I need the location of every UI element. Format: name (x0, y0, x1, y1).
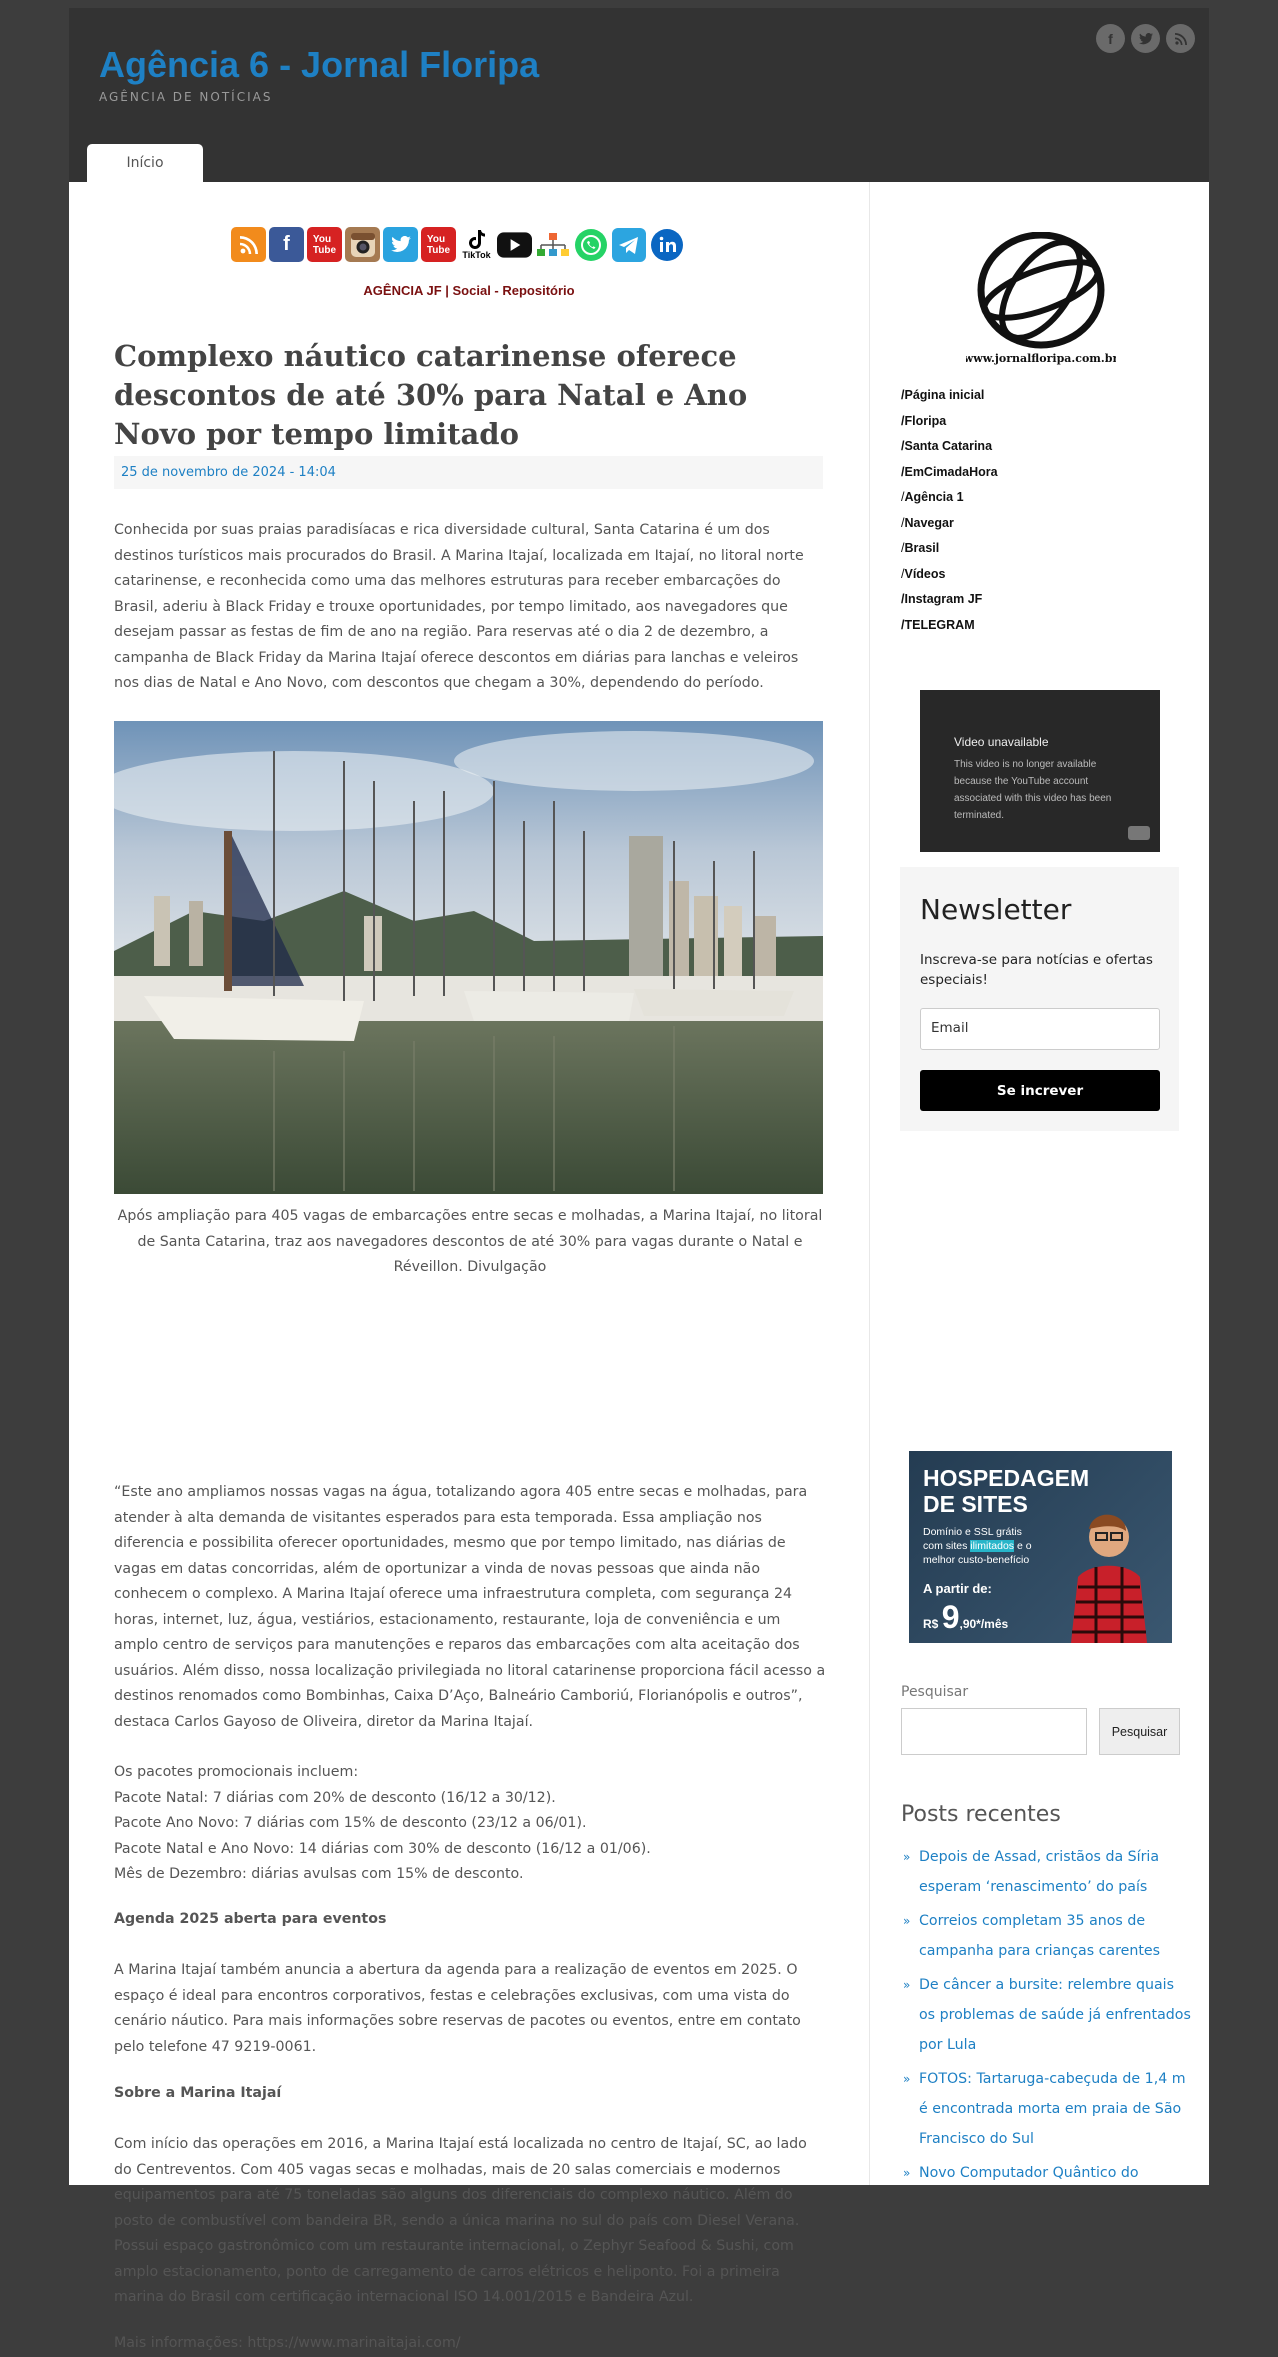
newsletter-widget (900, 867, 1179, 1131)
youtube-icon[interactable]: You Tube (421, 227, 456, 262)
social-share-bar (231, 227, 684, 262)
more-info[interactable]: Mais informações: https://www.marinaitajai.com/ (114, 2335, 461, 2351)
packages-intro: Os pacotes promocionais incluem: (114, 1764, 359, 1780)
article-date[interactable]: 25 de novembro de 2024 - 14:04 (121, 465, 336, 480)
sidebar-link[interactable]: /Floripa (901, 413, 947, 428)
video-unavailable-message: This video is no longer available because the YouTube account associated with this video has been terminated. (954, 759, 1112, 821)
article-quote: “Este ano ampliamos nossas vagas na água, totalizando agora 405 entre secas e molhadas, para atender à alta demanda de visitantes esperados para esta temporada. Essa ampliação nos diferencia e possibilita oferecer oportunidades, mesmo que por tempo limitado, nas diárias de vagas em datas concorridas, além de oportunizar a vinda de novas pessoas que ainda não conhecem o complexo. A Marina Itajaí oferece uma infraestrutura completa, com segurança 24 horas, internet, luz, água, vestiários, estacionamento, restaurante, loja de conveniência e um amplo centro de serviços para manutenções e reparos das embarcações com alta aceitação dos usuários. Além disso, nossa localização privilegiada no litoral catarinense proporciona fácil acesso a destinos renomados como Bombinhas, Caixa D’Aço, Balneário Camboriú, Florianópolis e outros”, destaca Carlos Gayoso de Oliveira, diretor da Marina Itajaí. (114, 1484, 826, 1730)
sidebar (869, 182, 1209, 2185)
svg-text:www.jornalfloripa.com.br: www.jornalfloripa.com.br (966, 352, 1116, 365)
agenda-text: A Marina Itajaí também anuncia a abertura da agenda para a realização de eventos em 2025. O espaço é ideal para encontros corporativos, festas e celebrações exclusivas, com uma vista do cenário náutico. Para mais informações sobre reservas de pacotes ou eventos, entre em contato pelo telefone 47 9219-0061. (114, 1962, 801, 2055)
agencia-jf-link[interactable]: AGÊNCIA JF | Social - Repositório (363, 283, 575, 298)
article-title: Complexo náutico catarinense oferece descontos de até 30% para Natal e Ano Novo por tempo limitado (114, 339, 748, 451)
twitter-icon[interactable] (1131, 24, 1160, 53)
site-title[interactable]: Agência 6 - Jornal Floripa (99, 44, 540, 85)
package-item: Pacote Ano Novo: 7 diárias com 15% de desconto (23/12 a 06/01). (114, 1815, 587, 1831)
header-social-links (1096, 24, 1195, 53)
whatsapp-icon[interactable] (573, 227, 608, 262)
site-tagline: AGÊNCIA DE NOTÍCIAS (99, 90, 273, 104)
recent-post-link[interactable]: » FOTOS: Tartaruga-cabeçuda de 1,4 m é encontrada morta em praia de São Francisco do Sul (901, 2064, 1191, 2154)
main-content (69, 182, 869, 2351)
hosting-ad-banner[interactable] (909, 1451, 1172, 1643)
sidebar-link[interactable]: /Vídeos (901, 566, 946, 581)
search-button[interactable]: Pesquisar (1099, 1708, 1180, 1755)
sidebar-link[interactable]: /Instagram JF (901, 592, 983, 606)
page-wrapper (69, 8, 1209, 2351)
youtube-icon[interactable]: You Tube (307, 227, 342, 262)
tiktok-icon[interactable] (459, 227, 494, 262)
package-item: Pacote Natal e Ano Novo: 14 diárias com 30% de desconto (16/12 a 01/06). (114, 1840, 651, 1857)
article-intro: Conhecida por suas praias paradisíacas e rica diversidade cultural, Santa Catarina é um dos destinos turísticos mais procurados do Brasil. A Marina Itajaí, localizada em Itajaí, no litoral norte catarinense, e reconhecida como uma das melhores estruturas para receber embarcações do Brasil, aderiu à Black Friday e trouxe oportunidades, por tempo limitado, aos navegadores que desejam passar as festas de fim de ano na região. Para reservas até o dia 2 de dezembro, a campanha de Black Friday da Marina Itajaí oferece descontos em diárias para lanchas e veleiros nos dias de Natal e Ano Novo, com descontos que chegam a 30%, dependendo do período. (114, 522, 804, 691)
sidebar-link[interactable]: /EmCimadaHora (901, 464, 998, 479)
package-item: Mês de Dezembro: diárias avulsas com 15% de desconto. (114, 1866, 524, 1882)
article-meta (114, 456, 823, 489)
recent-post-link[interactable]: » De câncer a bursite: relembre quais os problemas de saúde já enfrentados por Lula (901, 1970, 1191, 2060)
newsletter-subscribe-button[interactable]: Se increver (920, 1070, 1160, 1111)
photo-caption: Após ampliação para 405 vagas de embarcações entre secas e molhadas, a Marina Itajaí, no litoral de Santa Catarina, traz aos navegadores descontos de até 30% para vagas durante o Natal e Réveillon. Divulgação (117, 1208, 823, 1275)
recent-posts-title: Posts recentes (901, 1802, 1061, 1827)
ad-person-image (1066, 1507, 1152, 1643)
about-text: Com início das operações em 2016, a Marina Itajaí está localizada no centro de Itajaí, SC, ao lado do Centreventos. Com 405 vagas secas e molhadas, mais de 20 salas comerciais e modernos equipamentos para até 75 toneladas são alguns dos diferenciais do complexo náutico. Além do posto de combustível com bandeira BR, sendo a única marina no sul do país com Diesel Verana. Possui espaço gastronômico com um restaurante internacional, o Zephyr Seafood & Sushi, com amplo estacionamento, ponto de carregamento de carros elétricos e heliponto. Foi a primeira marina do Brasil com certificação internacional ISO 14.001/2015 e Bandeira Azul. (114, 2136, 807, 2305)
sidebar-link[interactable]: /Navegar (901, 515, 954, 530)
play-icon[interactable] (497, 227, 532, 262)
embedded-video[interactable] (920, 690, 1160, 852)
recent-post-link[interactable]: » Correios completam 35 anos de campanha para crianças carentes (901, 1906, 1191, 1966)
facebook-icon[interactable]: f (269, 227, 304, 262)
linkedin-icon[interactable] (649, 227, 684, 262)
sidebar-link[interactable]: /Brasil (901, 541, 940, 555)
sidebar-link[interactable]: /Agência 1 (901, 490, 964, 504)
instagram-icon[interactable] (345, 227, 380, 262)
rss-icon[interactable] (1166, 24, 1195, 53)
recent-post-link[interactable]: » Novo Computador Quântico do (901, 2158, 1191, 2188)
search-label: Pesquisar (901, 1684, 969, 1700)
newsletter-title: Newsletter (920, 893, 1072, 926)
recent-posts-list (901, 1842, 1191, 2192)
facebook-icon[interactable]: f (1096, 24, 1125, 53)
video-unavailable-title: Video unavailable (954, 735, 1049, 749)
recent-post-link[interactable]: » Depois de Assad, cristãos da Síria esperam ‘renascimento’ do país (901, 1842, 1191, 1902)
tab-home[interactable]: Início (87, 144, 203, 182)
ad-headline: HOSPEDAGEM DE SITES (923, 1465, 1090, 1517)
ad-from-label: A partir de: (923, 1581, 992, 1596)
rss-icon[interactable] (231, 227, 266, 262)
twitter-icon[interactable] (383, 227, 418, 262)
sidebar-links (901, 388, 998, 643)
newsletter-subtitle: Inscreva-se para notícias e ofertas especiais! (920, 952, 1153, 988)
about-heading: Sobre a Marina Itajaí (114, 2085, 282, 2101)
tiktok-label: TikTok (462, 249, 491, 260)
ad-description: Domínio e SSL grátis com sites ilimitados e o melhor custo-benefício (923, 1526, 1032, 1566)
sitemap-icon[interactable] (535, 227, 570, 262)
sidebar-link[interactable]: /TELEGRAM (901, 617, 975, 632)
telegram-icon[interactable] (611, 227, 646, 262)
newsletter-email-input[interactable]: Email (920, 1008, 1160, 1050)
jornal-floripa-logo[interactable] (966, 232, 1116, 372)
agenda-heading: Agenda 2025 aberta para eventos (114, 1911, 387, 1927)
sidebar-link[interactable]: /Página inicial (901, 388, 985, 402)
sidebar-link[interactable]: /Santa Catarina (901, 439, 993, 453)
packages-list (114, 1760, 826, 1888)
article-photo (114, 721, 823, 1194)
site-header (69, 8, 1209, 182)
youtube-icon[interactable] (1128, 826, 1150, 840)
ad-price: R$ 9,90*/mês (923, 1599, 1009, 1635)
search-input[interactable] (901, 1708, 1087, 1755)
package-item: Pacote Natal: 7 diárias com 20% de desconto (16/12 a 30/12). (114, 1789, 556, 1806)
